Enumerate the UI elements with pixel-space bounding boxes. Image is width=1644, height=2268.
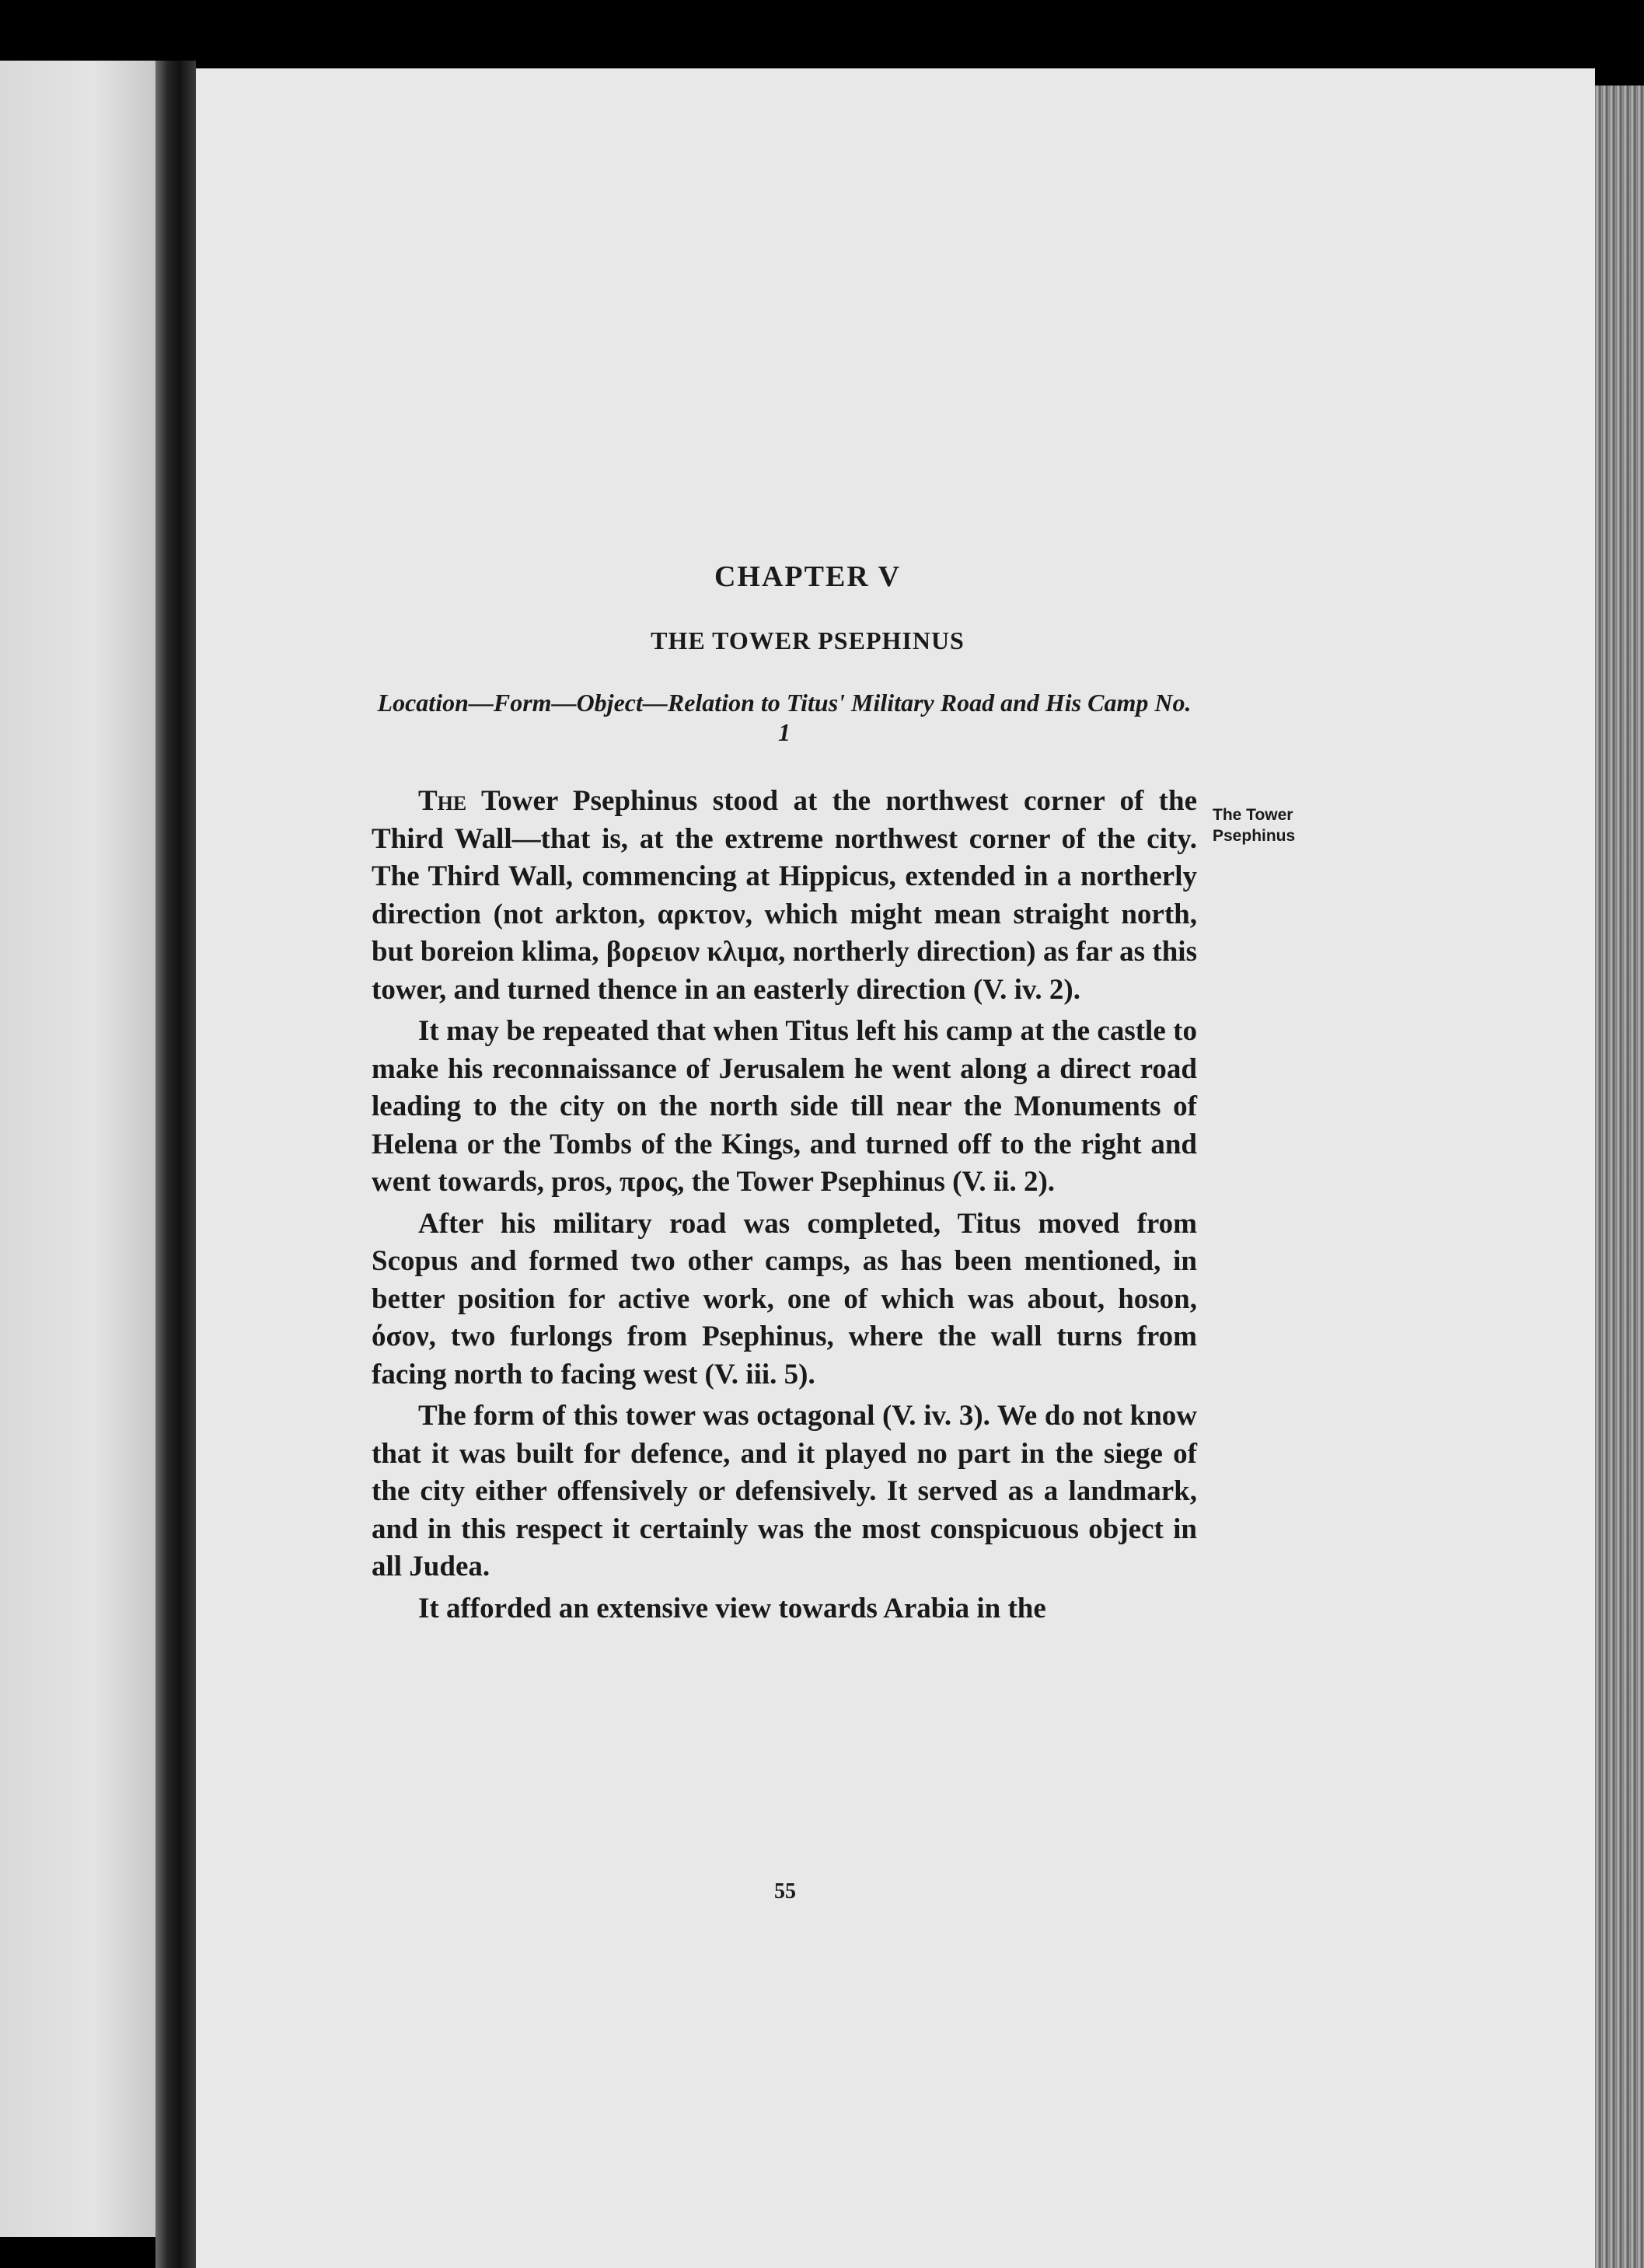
paragraph-lead-word: The [418,785,467,817]
paragraph-2 [372,1013,1197,1202]
left-page-edge [0,61,155,2237]
paragraph-text: It afforded an extensive view towards Arabia in the [418,1592,1046,1624]
paragraph-text: After his military road was completed, Titus moved from Scopus and formed two other camps, as has been mentioned, in better position for active work, one of which was about, hoson, όσον, two furlongs from Psephinus, where the wall turns from facing north to facing west (V. iii. 5). [372,1207,1197,1390]
paragraph-5 [372,1590,1197,1628]
paragraph-text: It may be repeated that when Titus left his camp at the castle to make his reconnaissance of Jerusalem he went along a direct road leading to the city on the north side till near the Monuments of Helena or the Tombs of the Kings, and turned off to the right and went towards, pros, προς, the Tower Psephinus (V. ii. 2). [372,1015,1197,1198]
book-gutter [155,61,196,2268]
page-number: 55 [774,1879,796,1903]
paragraph-text: Tower Psephinus stood at the northwest corner of the Third Wall—that is, at the extreme northwest corner of the city. The Third Wall, commencing at Hippicus, extended in a northerly direction (not arkton, αρκτον, which might mean straight north, but boreion klima, βορειον κλιμα, northerly direction) as far as this tower, and turned thence in an easterly direction (V. iv. 2). [372,785,1197,1006]
body-text [372,783,1197,1628]
paragraph-text: The form of this tower was octagonal (V. iv. 3). We do not know that it was built for defence, and it played no part in the siege of the city either offensively or defensively. It served as a landmark, and in this respect it certainly was the most conspicuous object in all Judea. [372,1400,1197,1582]
margin-note: The Tower Psephinus [1213,806,1296,845]
paragraph-3 [372,1206,1197,1394]
chapter-title: THE TOWER PSEPHINUS [651,626,965,654]
paragraph-1 [372,783,1197,1009]
page-text-block [372,560,1197,1631]
paragraph-4 [372,1397,1197,1586]
chapter-subtitle: Location—Form—Object—Relation to Titus' Military Road and His Camp No. 1 [377,689,1192,746]
chapter-heading: CHAPTER V [714,560,902,593]
page-fore-edge [1595,85,1644,2268]
